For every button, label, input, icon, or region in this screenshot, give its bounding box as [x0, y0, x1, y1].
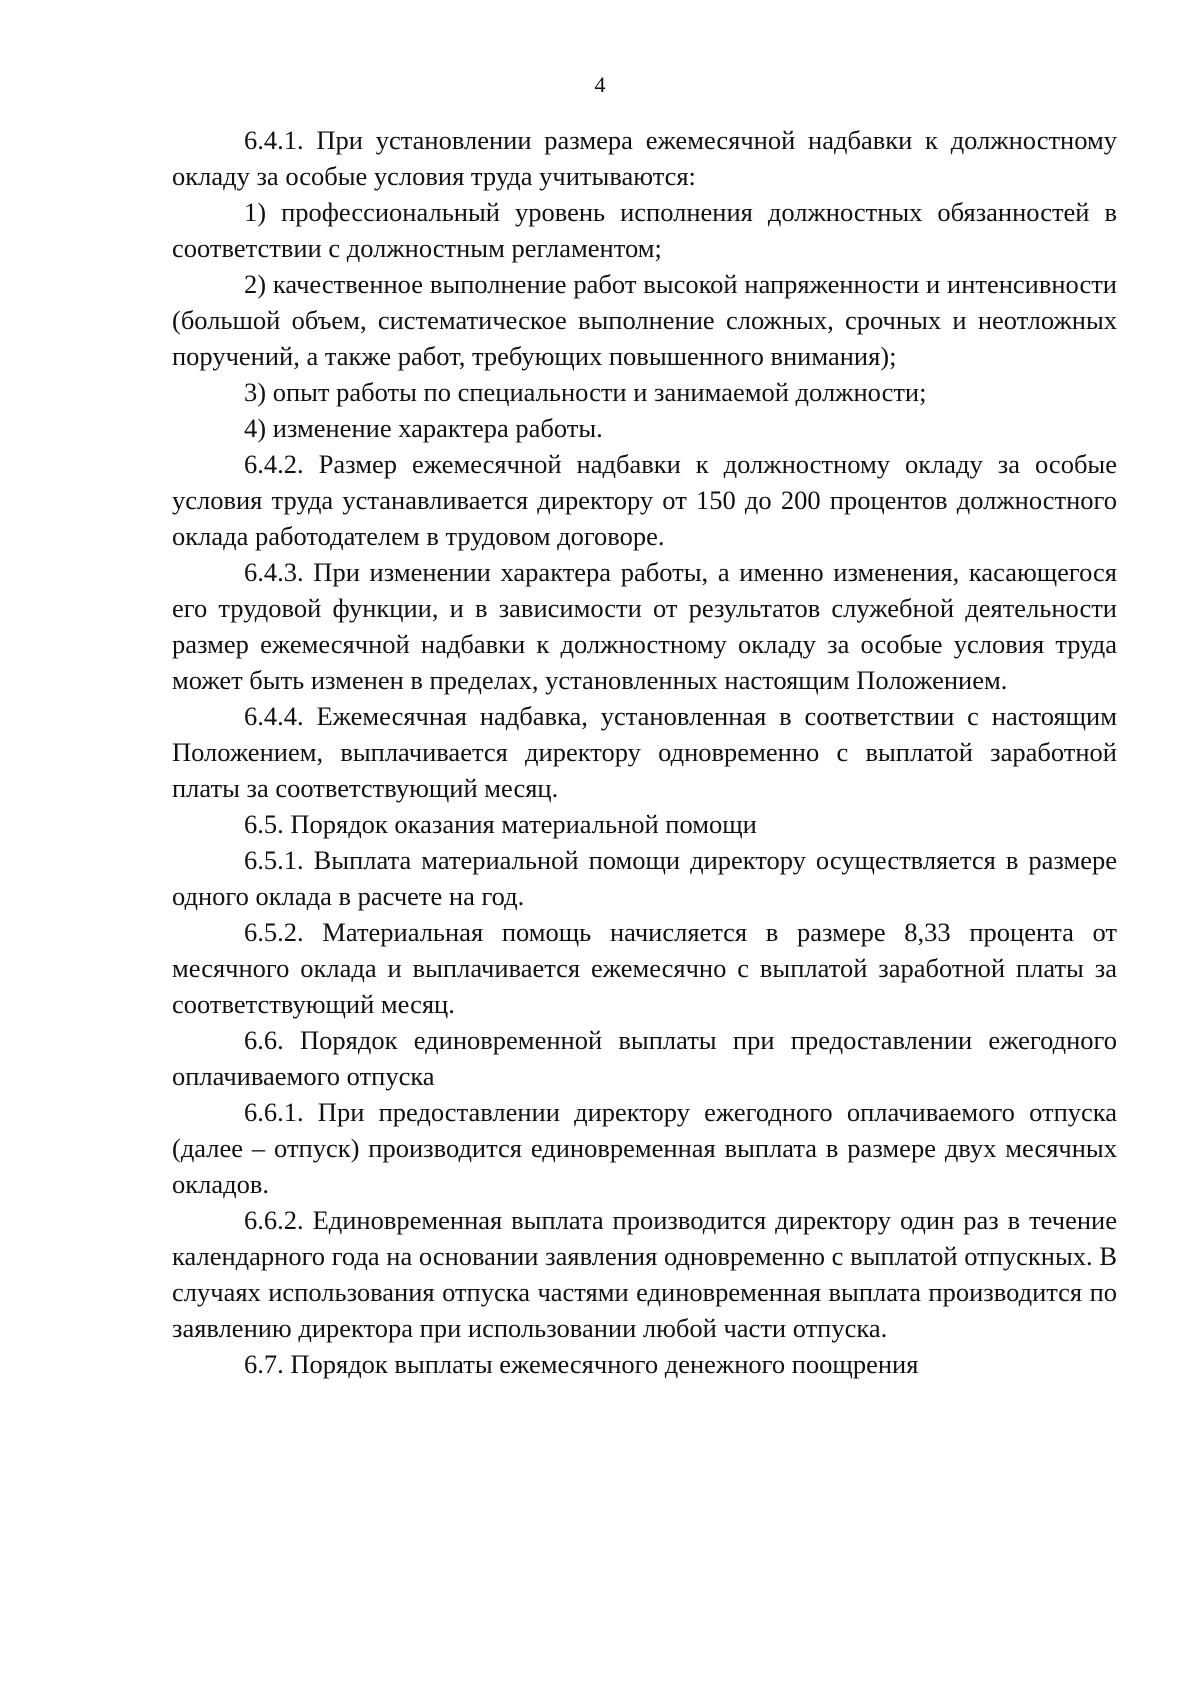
list-item-2: 2) качественное выполнение работ высокой напряженности и интенсивности (большой объем, систематическое выполнение сложных, срочных и неотложных поручений, а также работ, требующих повышенного внимания); [172, 269, 1117, 371]
paragraph-6-5-2: 6.5.2. Материальная помощь начисляется в размере 8,33 процента от месячного оклада и выплачивается ежемесячно с выплатой заработной платы за соответствующий месяц. [172, 917, 1117, 1019]
section-heading-6-7: 6.7. Порядок выплаты ежемесячного денежного поощрения [244, 1349, 919, 1379]
paragraph-6-4-3: 6.4.3. При изменении характера работы, а именно изменения, касающегося его трудовой функции, и в зависимости от результатов служебной деятельности размер ежемесячной надбавки к должностному окладу за особые условия труда может быть изменен в пределах, установленных настоящим Положением. [172, 557, 1117, 695]
section-heading-6-6: 6.6. Порядок единовременной выплаты при предоставлении ежегодного оплачиваемого отпуска [172, 1025, 1117, 1091]
list-item-3: 3) опыт работы по специальности и занимаемой должности; [244, 377, 927, 407]
paragraph-6-4-2: 6.4.2. Размер ежемесячной надбавки к должностному окладу за особые условия труда устанавливается директору от 150 до 200 процентов должностного оклада работодателем в трудовом договоре. [172, 449, 1117, 551]
paragraph-6-6-2: 6.6.2. Единовременная выплата производится директору один раз в течение календарного года на основании заявления одновременно с выплатой отпускных. В случаях использования отпуска частями единовременная выплата производится по заявлению директора при использовании любой части отпуска. [172, 1205, 1117, 1343]
list-item-1: 1) профессиональный уровень исполнения должностных обязанностей в соответствии с должностным регламентом; [172, 197, 1117, 263]
list-item-4: 4) изменение характера работы. [244, 413, 603, 443]
paragraph-6-4-1: 6.4.1. При установлении размера ежемесячной надбавки к должностному окладу за особые условия труда учитываются: [172, 125, 1117, 191]
paragraph-6-6-1: 6.6.1. При предоставлении директору ежегодного оплачиваемого отпуска (далее – отпуск) производится единовременная выплата в размере двух месячных окладов. [172, 1097, 1117, 1199]
page-number: 4 [594, 72, 606, 97]
document-body [172, 122, 1117, 1382]
section-heading-6-5: 6.5. Порядок оказания материальной помощи [244, 809, 757, 839]
paragraph-6-4-4: 6.4.4. Ежемесячная надбавка, установленная в соответствии с настоящим Положением, выплачивается директору одновременно с выплатой заработной платы за соответствующий месяц. [172, 701, 1117, 803]
paragraph-6-5-1: 6.5.1. Выплата материальной помощи директору осуществляется в размере одного оклада в расчете на год. [172, 845, 1117, 911]
